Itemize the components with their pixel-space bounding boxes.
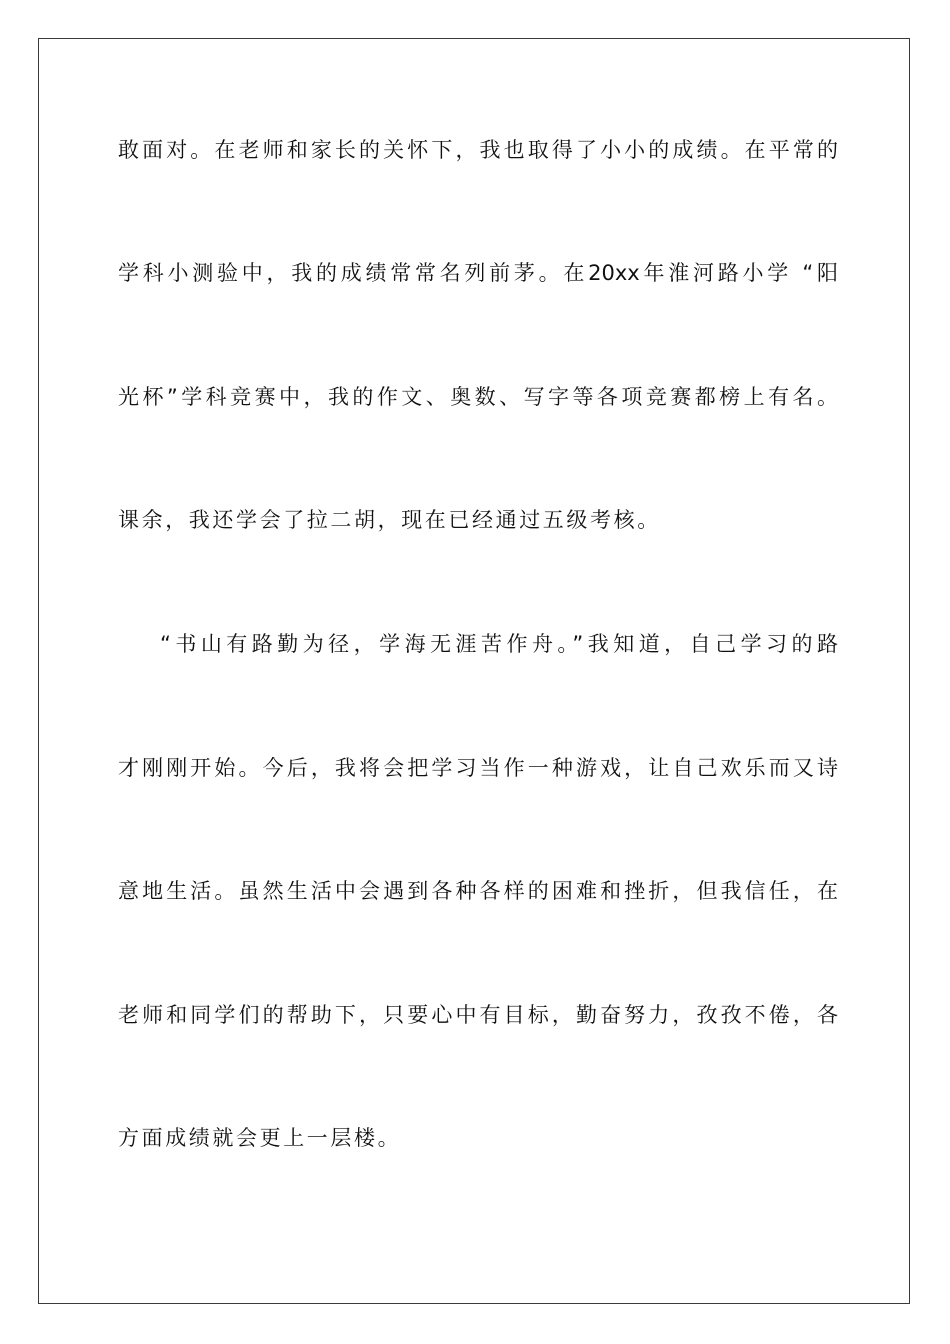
page-border — [38, 38, 910, 1304]
text-line: 学科小测验中，我的成绩常常名列前茅。在20xx年淮河路小学 “阳 — [118, 261, 838, 285]
paragraph-first-line: “书山有路勤为径，学海无涯苦作舟。”我知道，自己学习的路 — [160, 632, 838, 656]
text-line: 才刚刚开始。今后，我将会把学习当作一种游戏，让自己欢乐而又诗 — [118, 756, 838, 780]
text-line: 老师和同学们的帮助下，只要心中有目标，勤奋努力，孜孜不倦，各 — [118, 1003, 838, 1027]
text-line: 敢面对。在老师和家长的关怀下，我也取得了小小的成绩。在平常的 — [118, 138, 838, 162]
text-line: 光杯”学科竞赛中，我的作文、奥数、写字等各项竞赛都榜上有名。 — [118, 385, 838, 409]
text-line: 方面成绩就会更上一层楼。 — [118, 1126, 402, 1150]
text-line: 课余，我还学会了拉二胡，现在已经通过五级考核。 — [118, 508, 661, 532]
text-line: 意地生活。虽然生活中会遇到各种各样的困难和挫折，但我信任，在 — [118, 879, 838, 903]
